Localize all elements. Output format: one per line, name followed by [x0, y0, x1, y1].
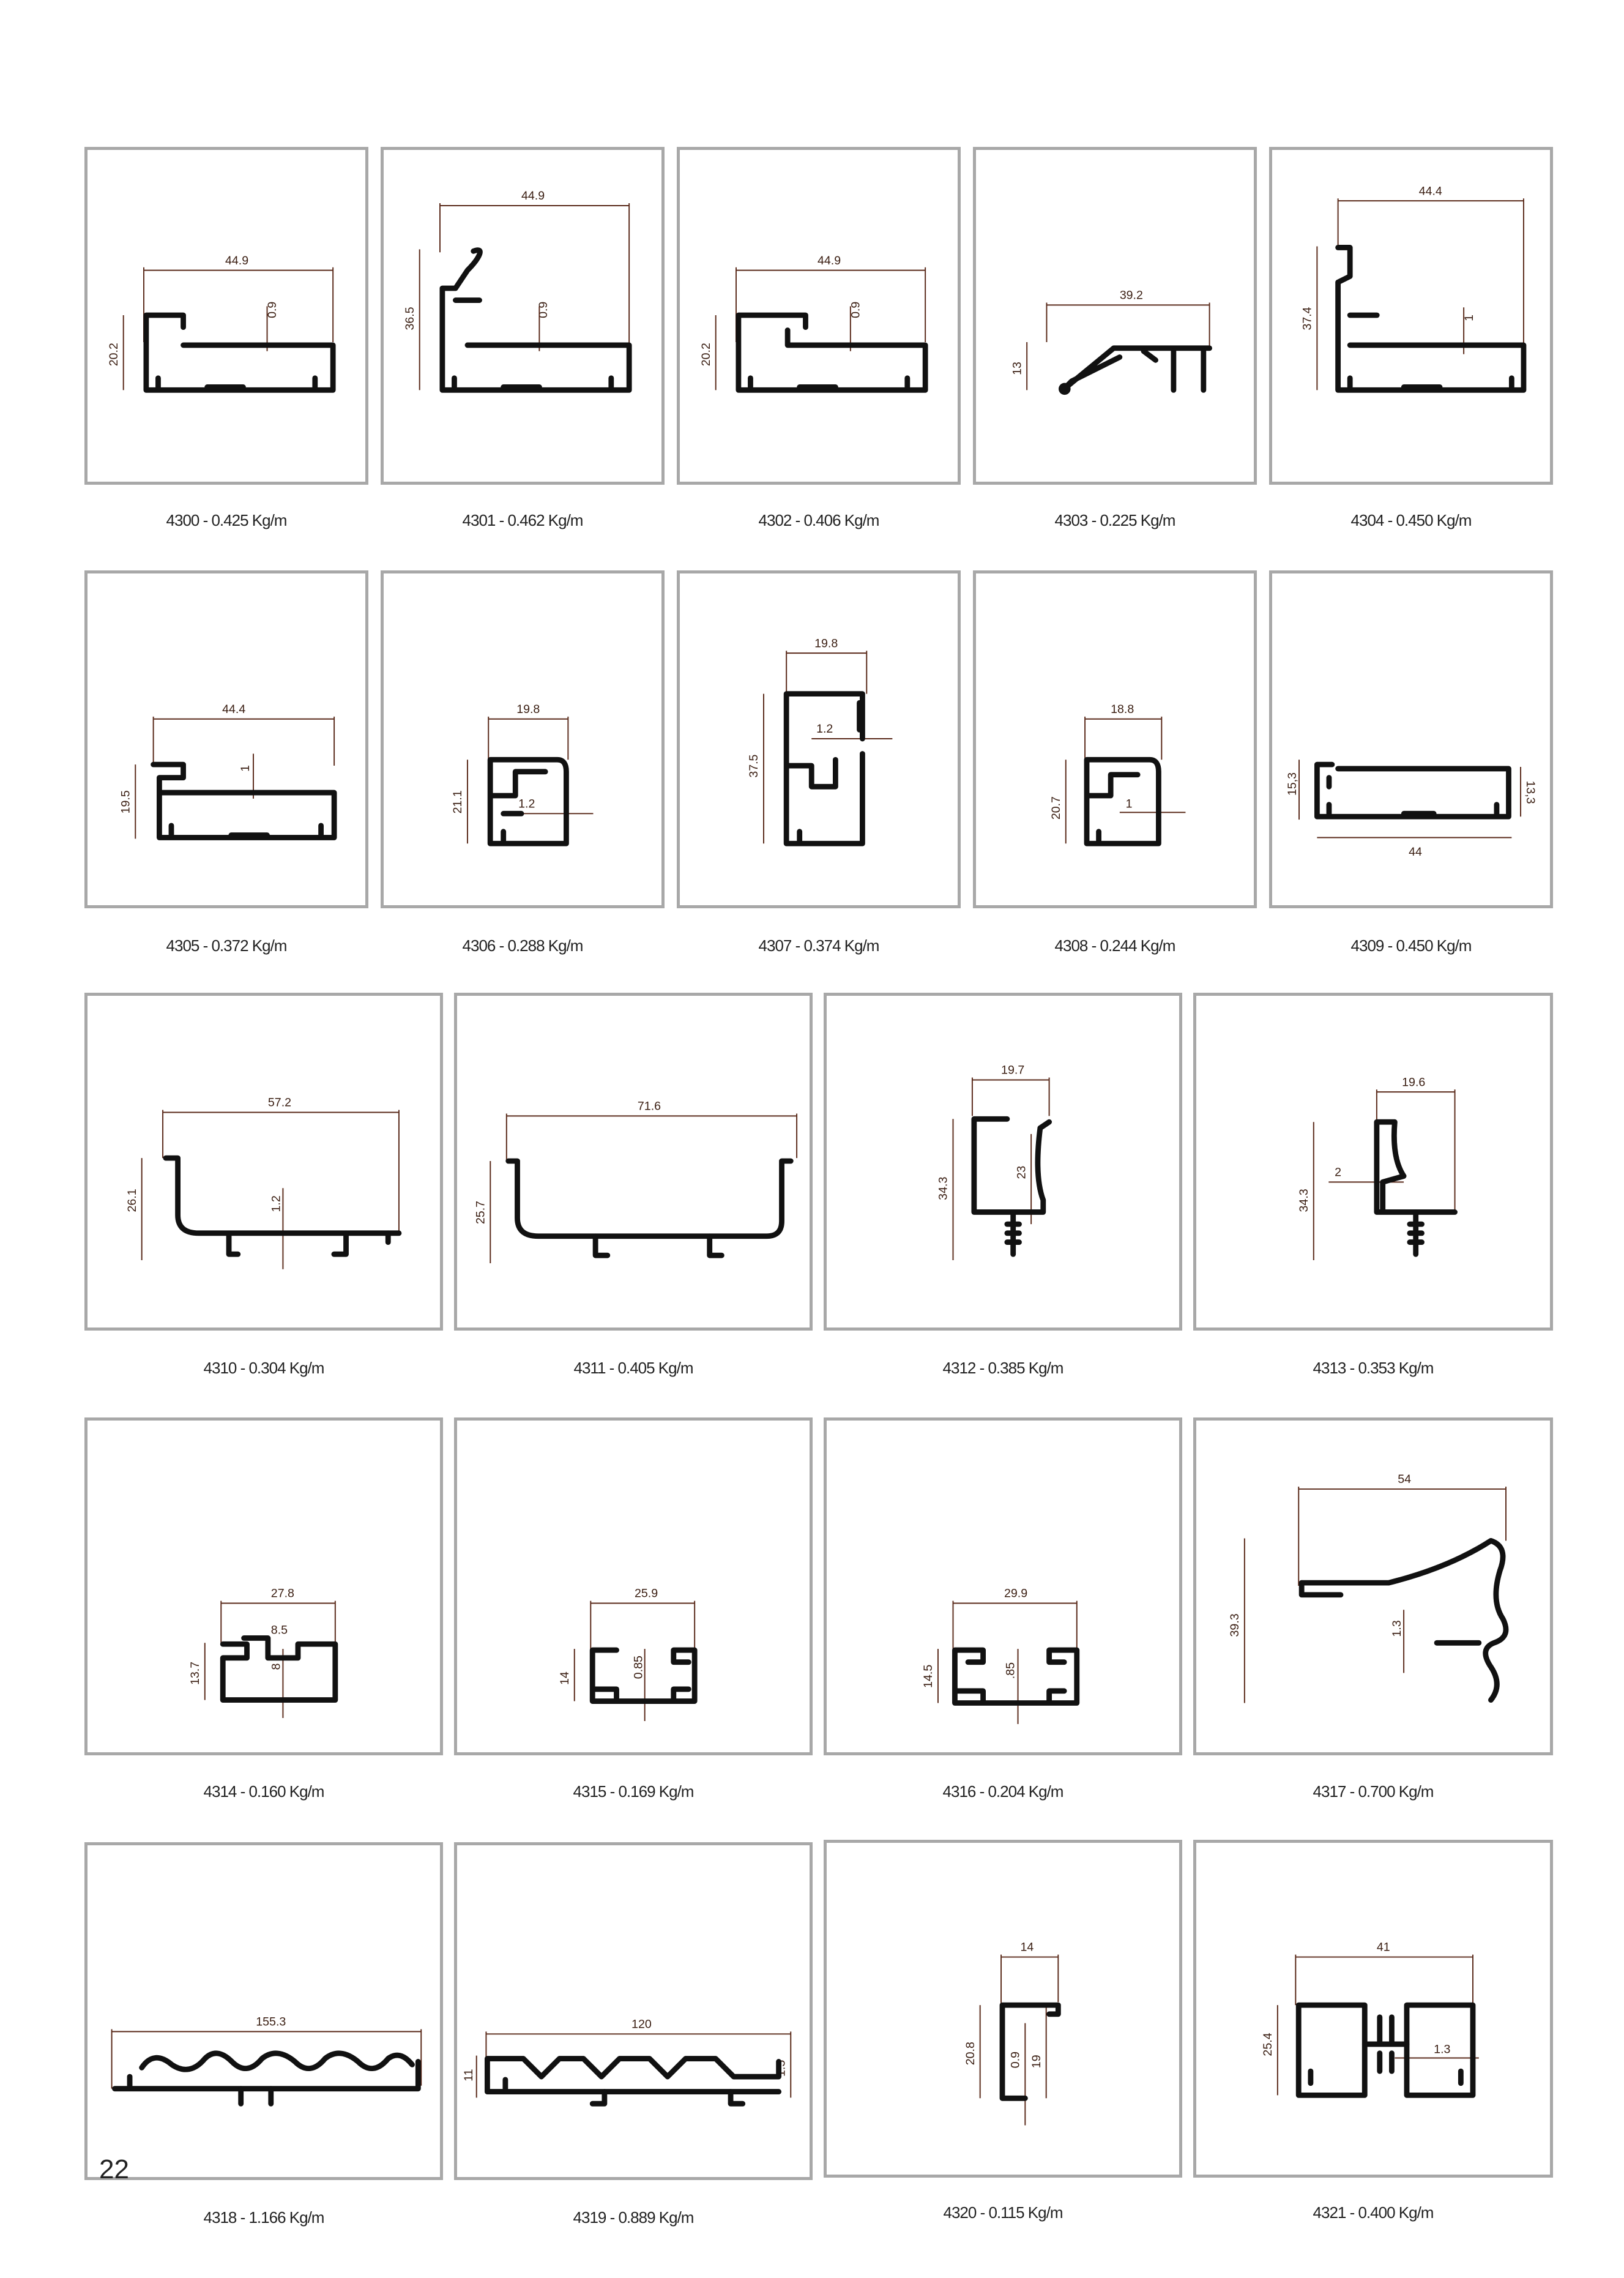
dim-label: 71.6	[637, 1099, 661, 1113]
profile-drawing-4300	[88, 150, 365, 482]
dim-label: 1	[239, 764, 253, 772]
profile-card-4316	[824, 1417, 1182, 1755]
profile-drawing-4305	[88, 573, 365, 905]
profile-caption: 4312 - 0.385 Kg/m	[942, 1359, 1063, 1377]
profile-drawing-4311	[457, 996, 810, 1328]
dim-label: 20.2	[699, 343, 713, 367]
profile-caption: 4311 - 0.405 Kg/m	[573, 1359, 693, 1377]
dim-label: 1.2	[816, 722, 833, 736]
profile-caption: 4317 - 0.700 Kg/m	[1313, 1782, 1434, 1801]
dim-label: 19.6	[1402, 1075, 1426, 1089]
dim-label: 25.9	[634, 1586, 658, 1600]
dim-label: 1.5	[774, 2060, 788, 2077]
profile-drawing-4321	[1196, 1843, 1550, 2175]
profile-caption: 4307 - 0.374 Kg/m	[758, 936, 879, 955]
profile-card-4304	[1269, 147, 1553, 485]
dim-label: 15,3	[1286, 772, 1300, 796]
dim-label: 19.7	[1001, 1063, 1025, 1077]
profile-caption: 4316 - 0.204 Kg/m	[942, 1782, 1063, 1801]
dim-label: 37.5	[747, 754, 761, 778]
dim-label: 44.4	[222, 702, 246, 716]
profile-card-4320	[824, 1840, 1182, 2178]
dim-label: 36.5	[403, 307, 417, 330]
dim-label: 44.4	[1418, 184, 1442, 198]
profile-caption: 4308 - 0.244 Kg/m	[1054, 936, 1175, 955]
dim-label: 14	[1020, 1940, 1034, 1954]
profile-drawing-4304	[1272, 150, 1550, 482]
dim-label: 1	[1125, 797, 1133, 811]
profile-drawing-4314	[88, 1421, 440, 1752]
profile-card-4305	[84, 570, 368, 908]
dim-label: 41	[1376, 1940, 1390, 1954]
dim-label: 44.9	[818, 253, 841, 267]
dim-label: 29.9	[1004, 1586, 1028, 1600]
dim-label: 27.8	[270, 1586, 294, 1600]
dim-label: 13.7	[188, 1661, 202, 1686]
dim-label: .85	[1004, 1662, 1018, 1679]
dim-label: 13	[1010, 362, 1024, 375]
profile-drawing-4316	[827, 1421, 1179, 1752]
profile-card-4303	[973, 147, 1257, 485]
page-number: 22	[99, 2154, 129, 2184]
profile-caption: 4309 - 0.450 Kg/m	[1350, 936, 1472, 955]
profile-drawing-4317	[1196, 1421, 1550, 1752]
profile-caption: 4305 - 0.372 Kg/m	[166, 936, 287, 955]
profile-card-4300	[84, 147, 368, 485]
dim-label: 1.3	[1390, 1620, 1404, 1637]
dim-label: 20.2	[106, 343, 121, 367]
profile-caption: 4319 - 0.889 Kg/m	[573, 2208, 694, 2227]
profile-caption: 4310 - 0.304 Kg/m	[203, 1359, 324, 1377]
dim-label: 1.3	[1434, 2042, 1451, 2056]
profile-drawing-4313	[1196, 996, 1550, 1328]
profile-drawing-4310	[88, 996, 440, 1328]
dim-label: 20.8	[963, 2042, 977, 2066]
profile-card-4301	[381, 147, 665, 485]
dim-label: 44	[1409, 845, 1422, 859]
dim-label: 54	[1398, 1473, 1412, 1487]
dim-label: 57.2	[267, 1096, 292, 1110]
profile-drawing-4302	[680, 150, 958, 482]
dim-label: 0.9	[1008, 2051, 1022, 2069]
profile-card-4313	[1193, 993, 1553, 1331]
profile-card-4317	[1193, 1417, 1553, 1755]
profile-caption: 4315 - 0.169 Kg/m	[573, 1782, 694, 1801]
dim-label: 19.5	[119, 790, 133, 814]
profile-drawing-4301	[384, 150, 661, 482]
profile-card-4311	[454, 993, 813, 1331]
dim-label: 13,3	[1523, 780, 1537, 804]
profile-caption: 4300 - 0.425 Kg/m	[166, 511, 287, 529]
profile-caption: 4313 - 0.353 Kg/m	[1313, 1359, 1434, 1377]
profile-drawing-4319	[457, 1845, 810, 2177]
profile-caption: 4306 - 0.288 Kg/m	[462, 936, 583, 955]
dim-label: 39.3	[1228, 1613, 1242, 1637]
profile-card-4302	[677, 147, 961, 485]
profile-caption: 4318 - 1.166 Kg/m	[203, 2208, 324, 2227]
profile-card-4312	[824, 993, 1182, 1331]
profile-caption: 4321 - 0.400 Kg/m	[1313, 2203, 1434, 2222]
dim-label: 2	[1335, 1165, 1342, 1179]
profile-card-4315	[454, 1417, 813, 1755]
profile-drawing-4309	[1272, 573, 1550, 905]
dim-label: 8.5	[270, 1623, 288, 1637]
dim-label: 18.8	[1111, 702, 1134, 716]
profile-card-4318	[84, 1842, 443, 2180]
profile-caption: 4303 - 0.225 Kg/m	[1054, 511, 1175, 529]
dim-label: 1	[1462, 314, 1476, 321]
dim-label: 1.2	[269, 1195, 283, 1212]
dim-label: 8	[269, 1663, 283, 1670]
profile-drawing-4318	[88, 1845, 440, 2177]
profile-caption: 4320 - 0.115 Kg/m	[943, 2203, 1063, 2222]
dim-label: 21.1	[451, 790, 465, 814]
profile-card-4319	[454, 1842, 813, 2180]
dim-label: 19.8	[516, 702, 540, 716]
dim-label: 19	[1029, 2055, 1043, 2069]
dim-label: 23	[1015, 1165, 1029, 1179]
dim-label: 0.9	[849, 301, 863, 318]
dim-label: 120	[631, 2017, 652, 2031]
profile-card-4306	[381, 570, 665, 908]
profile-drawing-4315	[457, 1421, 810, 1752]
profile-drawing-4306	[384, 573, 661, 905]
dim-label: 20.7	[1049, 796, 1063, 820]
profile-card-4310	[84, 993, 443, 1331]
profile-drawing-4320	[827, 1843, 1179, 2175]
dim-label: 34.3	[1297, 1189, 1311, 1212]
profile-caption: 4301 - 0.462 Kg/m	[462, 511, 583, 529]
dim-label: 0.85	[631, 1656, 646, 1679]
dim-label: 25.7	[474, 1200, 488, 1225]
profile-card-4308	[973, 570, 1257, 908]
dim-label: 19.8	[814, 637, 838, 651]
dim-label: 1.2	[518, 797, 535, 811]
profile-card-4321	[1193, 1840, 1553, 2178]
dim-label: 34.3	[936, 1176, 950, 1200]
dim-label: 44.9	[521, 189, 545, 203]
dim-label: 155.3	[256, 2015, 286, 2029]
profile-drawing-4308	[976, 573, 1254, 905]
dim-label: 25.4	[1261, 2033, 1275, 2056]
dim-label: 44.9	[225, 253, 249, 267]
profile-drawing-4303	[976, 150, 1254, 482]
dim-label: 26.1	[125, 1189, 139, 1212]
profile-caption: 4314 - 0.160 Kg/m	[203, 1782, 324, 1801]
profile-caption: 4302 - 0.406 Kg/m	[758, 511, 879, 529]
dim-label: 14	[557, 1671, 572, 1686]
dim-label: 14.5	[922, 1664, 936, 1688]
profile-card-4309	[1269, 570, 1553, 908]
dim-label: 37.4	[1300, 307, 1314, 330]
dim-label: 0.9	[266, 301, 280, 318]
profile-drawing-4312	[827, 996, 1179, 1328]
dim-label: 11	[461, 2069, 475, 2082]
profile-drawing-4307	[680, 573, 958, 905]
dim-label: 0.9	[537, 301, 551, 318]
dim-label: 39.2	[1119, 288, 1143, 302]
profile-card-4307	[677, 570, 961, 908]
profile-card-4314	[84, 1417, 443, 1755]
profile-caption: 4304 - 0.450 Kg/m	[1350, 511, 1472, 529]
